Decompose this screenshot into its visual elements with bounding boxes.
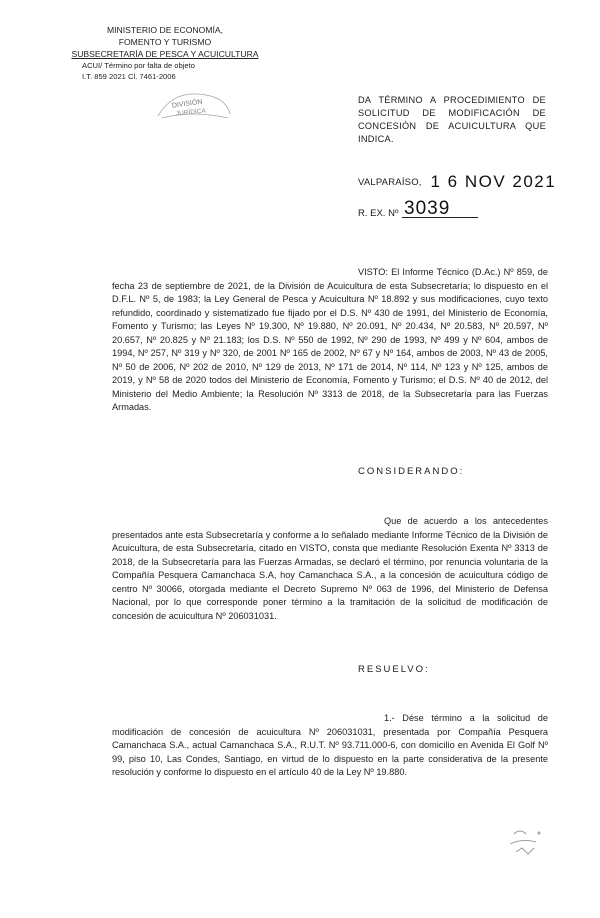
letterhead (60, 24, 270, 82)
considerando-paragraph: Que de acuerdo a los antecedentes presentados ante esta Subsecretaría y conforme a lo señalado mediante Informe Técnico de la División de Acuicultura, de esta Subsecretaría, citado en VISTO, consta que mediante Resolución Exenta Nº 3313 de 2018, de la Subsecretaría para las Fuerzas Armadas, se declaró el término, por renuncia voluntaria de la Compañía Pesquera Camanchaca S.A, hoy Camanchaca S.A., a la concesión de acuicultura código de centro Nº 30066, otorgada mediante el Decreto Supremo Nº 063 de 1996, del Ministerio de Defensa Nacional, por lo que corresponde poner término a la tramitación de la solicitud de modificación de concesión de acuicultura Nº 206031031. (112, 516, 548, 621)
division-juridica-stamp (152, 88, 236, 122)
ministry-line-1: MINISTERIO DE ECONOMÍA, (106, 25, 224, 35)
resolution-number-line (358, 198, 478, 219)
stamp-line-2: JURÍDICA (175, 107, 207, 118)
rex-number: 3039 (404, 198, 451, 219)
date-place: VALPARAÍSO, (358, 177, 422, 188)
resuelvo-heading: RESUELVO: (358, 664, 430, 675)
resolution-title: DA TÉRMINO A PROCEDIMIENTO DE SOLICITUD DE MODIFICACIÓN DE CONCESIÓN DE ACUICULTURA QUE INDICA. (358, 95, 546, 144)
resuelvo-item-1: 1.- Dése término a la solicitud de modificación de concesión de acuicultura Nº 206031031, presentada por Compañía Pesquera Camanchaca S.A., actual Camanchaca S.A., R.U.T. Nº 93.711.000-6, con domicilio en Avenida El Golf Nº 99, piso 10, Las Condes, Santiago, en virtud de lo dispuesto en la parte considerativa de la presente resolución y conforme lo dispuesto en el artículo 40 de la Ley Nº 19.880. (112, 713, 548, 777)
considerando-heading: CONSIDERANDO: (358, 466, 465, 477)
reference-line-1: ACUI/ Término por falta de objeto (82, 61, 195, 70)
ministry-line-2: FOMENTO Y TURISMO (118, 37, 212, 47)
rex-label: R. EX. Nº (358, 208, 399, 219)
visto-paragraph: VISTO: El Informe Técnico (D.Ac.) Nº 859, de fecha 23 de septiembre de 2021, de la División de Acuicultura de esta Subsecretaría; lo dispuesto en el D.F.L. Nº 5, de 1983; la Ley General de Pesca y Acuicultura Nº 18.892 y sus modificaciones, cuyo texto refundido, coordinado y sistematizado fue fijado por el D.S. Nº 430 de 1991, del Ministerio de Economía, Fomento y Turismo; las Leyes Nº 19.300, Nº 19.880, Nº 20.091, Nº 20.434, Nº 20.583, Nº 20.597, Nº 20.657, Nº 20.825 y Nº 21.183; los D.S. Nº 550 de 1992, Nº 290 de 1993, Nº 499 y Nº 604, ambos de 1994, Nº 257, Nº 319 y Nº 320, de 2001 Nº 165 de 2002, Nº 67 y Nº 164, ambos de 2003, Nº 43 de 2005, Nº 50 de 2006, Nº 202 de 2010, Nº 129 de 2013, Nº 171 de 2014, Nº 114, Nº 123 y Nº 125, ambos de 2019, y Nº 58 de 2020 todos del Ministerio de Economía, Fomento y Turismo; el D.S. Nº 40 de 2012, del Ministerio del Medio Ambiente; la Resolución Nº 3313 de 2018, de la Subsecretaría para las Fuerzas Armadas. (112, 267, 548, 412)
initials-mark (506, 822, 546, 862)
subsecretaria-line: SUBSECRETARÍA DE PESCA Y ACUICULTURA (71, 49, 259, 59)
date-line (358, 172, 556, 192)
date-stamp: 1 6 NOV 2021 (430, 172, 557, 191)
reference-line-2: I.T. 859 2021 Cl. 7461-2006 (82, 72, 176, 81)
stamp-line-1: DIVISIÓN (171, 98, 203, 110)
